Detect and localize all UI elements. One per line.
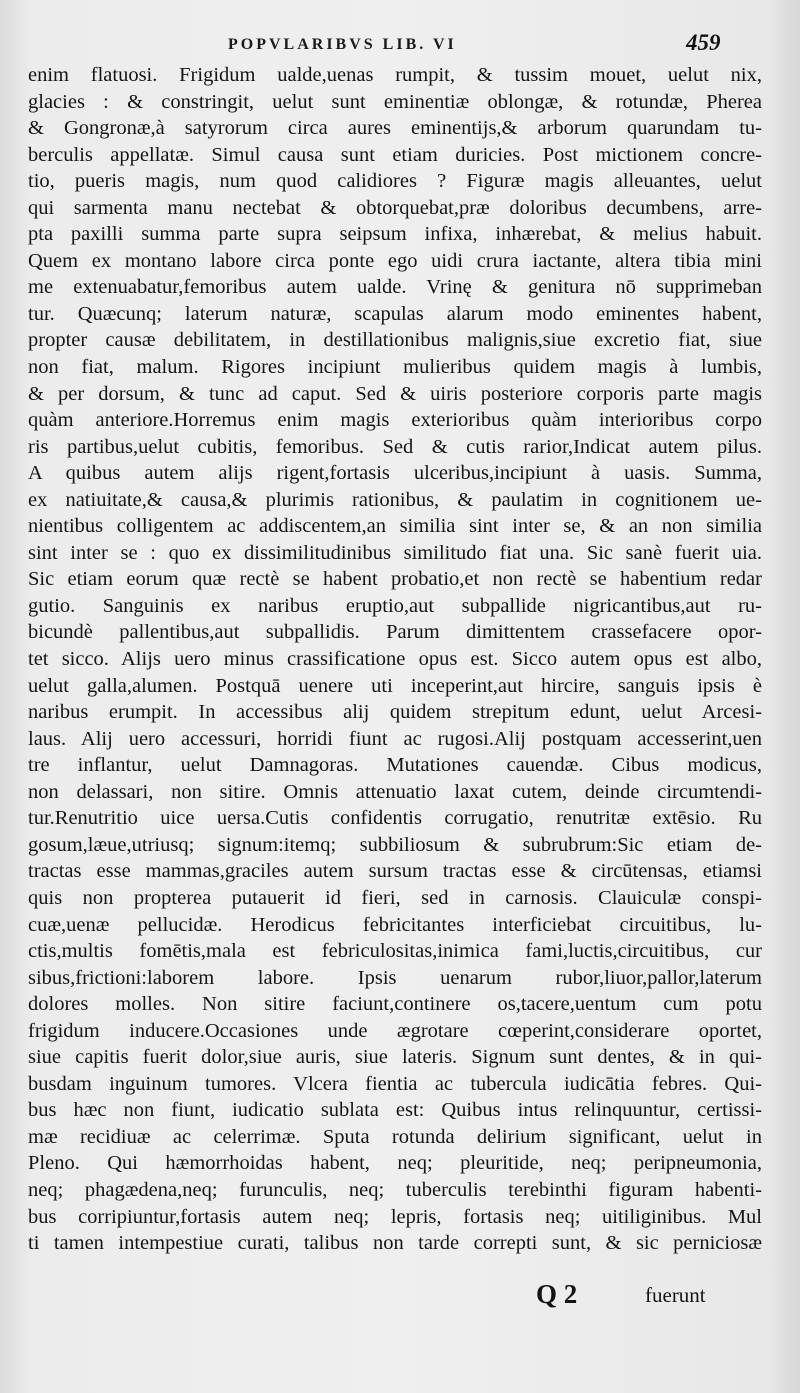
text-line: sibus,frictioni:laborem labore. Ipsis uenarum rubor,liuor,pallor,laterum: [28, 966, 762, 989]
body-text: [28, 62, 788, 1257]
text-line: nientibus colligentem ac addiscentem,an similia sint inter se, & an non similia: [28, 515, 762, 538]
text-line: enim flatuosi. Frigidum ualde,uenas rumpit, & tussim mouet, uelut nix,: [28, 64, 762, 86]
text-line: Quem ex montano labore circa ponte ego uidi crura iactante, altera tibia mini: [28, 249, 762, 272]
text-line: tio, pueris magis, num quod calidiores ? Figuræ magis alleuantes, uelut: [28, 170, 762, 193]
text-line: cuæ,uenæ pellucidæ. Herodicus febricitantes interficiebat circuitibus, lu-: [28, 913, 762, 936]
text-line: tractas esse mammas,graciles autem sursum tractas esse & circūtensas, etiamsi: [28, 860, 762, 883]
text-line: gutio. Sanguinis ex naribus eruptio,aut subpallide nigricantibus,aut ru-: [28, 594, 762, 617]
text-line: gosum,læue,utriusq; signum:itemq; subbiliosum & subrubrum:Sic etiam de-: [28, 833, 762, 856]
text-line: busdam inguinum tumores. Vlcera fientia ac tubercula iudicātia febres. Qui-: [28, 1072, 762, 1095]
text-line: A quibus autem alijs rigent,fortasis ulceribus,incipiunt à uasis. Summa,: [28, 462, 762, 485]
text-line: naribus erumpit. In accessibus alij quidem strepitum edunt, uelut Arcesi-: [28, 701, 762, 724]
text-line: ti tamen intempestiue curati, talibus non tarde correpti sunt, & sic perniciosæ: [28, 1232, 762, 1255]
text-line: bicundè pallentibus,aut subpallidis. Parum dimittentem crassefacere opor-: [28, 621, 762, 644]
page-number: 459: [686, 30, 721, 55]
text-line: tur. Quæcunq; laterum naturæ, scapulas alarum modo eminentes habent,: [28, 302, 762, 325]
text-line: sint inter se : quo ex dissimilitudinibus similitudo fiat una. Sic sanè fuerit uia.: [28, 541, 762, 564]
signature-mark: Q 2: [536, 1279, 578, 1309]
text-line: tre inflantur, uelut Damnagoras. Mutationes cauendæ. Cibus modicus,: [28, 754, 762, 777]
text-line: ex natiuitate,& causa,& plurimis rationibus, & paulatim in cognitionem ue-: [28, 488, 762, 511]
text-line: ctis,multis fomētis,mala est febriculositas,inimica fami,luctis,circuitibus, cur: [28, 940, 762, 963]
text-line: frigidum inducere.Occasiones unde ægrotare cœperint,considerare oportet,: [28, 1019, 762, 1042]
text-line: & per dorsum, & tunc ad caput. Sed & uiris posteriore corporis parte magis: [28, 382, 762, 405]
text-line: dolores molles. Non sitire faciunt,continere os,tacere,uentum cum potu: [28, 993, 762, 1016]
text-line: bus hæc non fiunt, iudicatio sublata est: Quibus intus relinquuntur, certissi-: [28, 1099, 762, 1122]
text-line: non fiat, malum. Rigores incipiunt mulieribus quidem magis à lumbis,: [28, 356, 762, 379]
text-line: glacies : & constringit, uelut sunt eminentiæ oblongæ, & rotundæ, Pherea: [28, 90, 762, 113]
text-line: qui sarmenta manu nectebat & obtorquebat,præ doloribus decumbens, arre-: [28, 196, 762, 219]
text-line: ris partibus,uelut cubitis, femoribus. Sed & cutis rarior,Indicat autem pilus.: [28, 435, 762, 458]
text-line: non delassari, non sitire. Omnis attenuatio laxat cutem, deinde circumtendi-: [28, 780, 762, 803]
text-line: neq; phagædena,neq; furunculis, neq; tuberculis terebinthi figuram habenti-: [28, 1178, 762, 1201]
text-line: siue capitis fuerit dolor,siue auris, siue lateris. Signum sunt dentes, & in qui-: [28, 1046, 762, 1069]
text-line: mæ recidiuæ ac celerrimæ. Sputa rotunda delirium significant, uelut in: [28, 1125, 762, 1148]
text-line: uelut galla,alumen. Postquā uenere uti inceperint,aut hircire, sanguis ipsis è: [28, 674, 762, 697]
text-line: pta paxilli summa parte supra seipsum infixa, inhærebat, & melius habuit.: [28, 223, 762, 246]
text-line: quàm anteriore.Horremus enim magis exterioribus quàm interioribus corpo: [28, 409, 762, 432]
text-line: propter causæ debilitatem, in destillationibus malignis,siue excretio fiat, siue: [28, 329, 762, 352]
catchword: fuerunt: [645, 1283, 706, 1307]
text-line: bus corripiuntur,fortasis autem neq; lepris, fortasis neq; uitiliginibus. Mul: [28, 1205, 762, 1228]
text-line: tur.Renutritio uice uersa.Cutis confidentis corrugatio, renutritæ extēsio. Ru: [28, 807, 762, 830]
text-line: laus. Alij uero accessuri, horridi fiunt ac rugosi.Alij postquam accesserint,uen: [28, 727, 762, 750]
text-line: tet sicco. Alijs uero minus crassificatione opus est. Sicco autem opus est albo,: [28, 648, 762, 671]
running-head: POPVLARIBVS LIB. VI: [228, 36, 457, 53]
text-line: & Gongronæ,à satyrorum circa aures eminentijs,& arborum quarundam tu-: [28, 117, 762, 140]
text-line: berculis appellatæ. Simul causa sunt etiam duricies. Post mictionem concre-: [28, 143, 762, 166]
text-line: quis non propterea putauerit id fieri, sed in carnosis. Clauiculæ conspi-: [28, 886, 762, 909]
text-line: Pleno. Qui hæmorrhoidas habent, neq; pleuritide, neq; peripneumonia,: [28, 1152, 762, 1175]
page-header: [0, 28, 800, 62]
page-footer: [0, 1279, 800, 1319]
text-line: me extenuabatur,femoribus autem ualde. Vrinę & genitura nō supprimeban: [28, 276, 762, 299]
text-line: Sic etiam eorum quæ rectè se habent probatio,et non rectè se habentium redar: [28, 568, 762, 591]
